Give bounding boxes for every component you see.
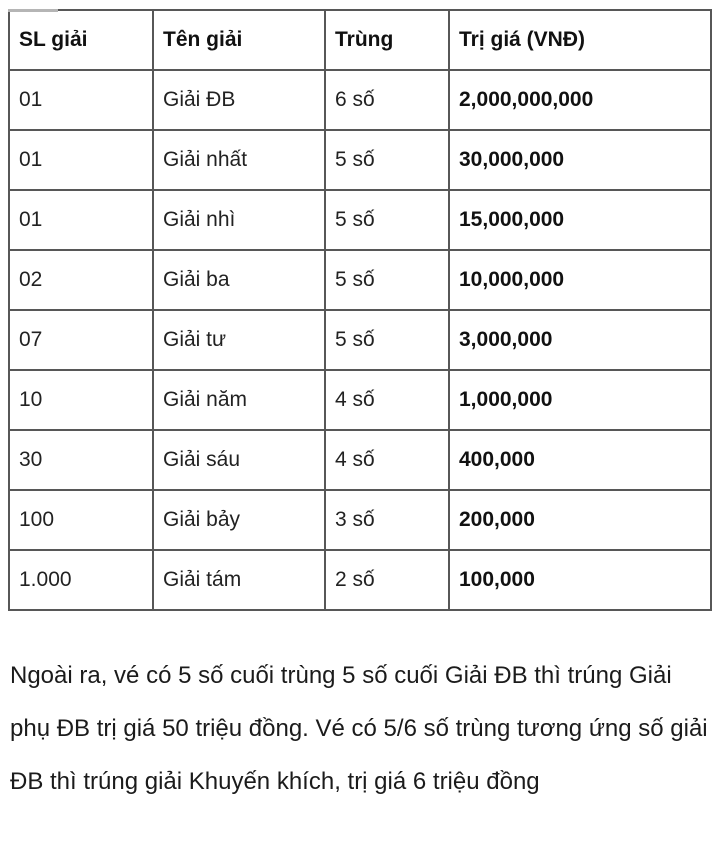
- cell-name: Giải nhì: [153, 190, 325, 250]
- table-row: [9, 550, 711, 610]
- cell-match: 4 số: [325, 370, 449, 430]
- cell-value: 100,000: [449, 550, 711, 610]
- table-row: [9, 250, 711, 310]
- table-row: [9, 430, 711, 490]
- cell-qty: 07: [9, 310, 153, 370]
- cell-match: 5 số: [325, 130, 449, 190]
- cell-match: 5 số: [325, 250, 449, 310]
- table-row: [9, 130, 711, 190]
- prize-note-paragraph: Ngoài ra, vé có 5 số cuối trùng 5 số cuối Giải ĐB thì trúng Giải phụ ĐB trị giá 50 triệu đồng. Vé có 5/6 số trùng tương ứng số giải ĐB thì trúng giải Khuyến khích, trị giá 6 triệu đồng: [10, 662, 708, 795]
- table-header-row: [9, 10, 711, 70]
- cell-match: 6 số: [325, 70, 449, 130]
- table-row: [9, 490, 711, 550]
- cell-qty: 01: [9, 70, 153, 130]
- cell-match: 3 số: [325, 490, 449, 550]
- header-value: Trị giá (VNĐ): [449, 10, 711, 70]
- table-row: [9, 190, 711, 250]
- cell-qty: 02: [9, 250, 153, 310]
- cell-match: 2 số: [325, 550, 449, 610]
- cell-qty: 10: [9, 370, 153, 430]
- cell-qty: 01: [9, 130, 153, 190]
- cell-value: 3,000,000: [449, 310, 711, 370]
- cell-name: Giải nhất: [153, 130, 325, 190]
- cell-match: 5 số: [325, 190, 449, 250]
- cell-name: Giải sáu: [153, 430, 325, 490]
- cell-value: 30,000,000: [449, 130, 711, 190]
- header-qty: SL giải: [9, 10, 153, 70]
- cell-value: 200,000: [449, 490, 711, 550]
- cropped-element-fragment: [8, 9, 58, 12]
- cell-value: 400,000: [449, 430, 711, 490]
- cell-value: 10,000,000: [449, 250, 711, 310]
- cell-value: 2,000,000,000: [449, 70, 711, 130]
- cell-match: 4 số: [325, 430, 449, 490]
- table-row: [9, 310, 711, 370]
- cell-qty: 100: [9, 490, 153, 550]
- cell-value: 15,000,000: [449, 190, 711, 250]
- cell-name: Giải bảy: [153, 490, 325, 550]
- cell-name: Giải tám: [153, 550, 325, 610]
- cell-name: Giải ĐB: [153, 70, 325, 130]
- header-match: Trùng: [325, 10, 449, 70]
- table-row: [9, 370, 711, 430]
- cell-qty: 01: [9, 190, 153, 250]
- cell-name: Giải ba: [153, 250, 325, 310]
- cell-match: 5 số: [325, 310, 449, 370]
- cell-qty: 1.000: [9, 550, 153, 610]
- cell-name: Giải năm: [153, 370, 325, 430]
- table-row: [9, 70, 711, 130]
- cell-name: Giải tư: [153, 310, 325, 370]
- prize-table: [8, 9, 712, 611]
- cell-qty: 30: [9, 430, 153, 490]
- cell-value: 1,000,000: [449, 370, 711, 430]
- header-name: Tên giải: [153, 10, 325, 70]
